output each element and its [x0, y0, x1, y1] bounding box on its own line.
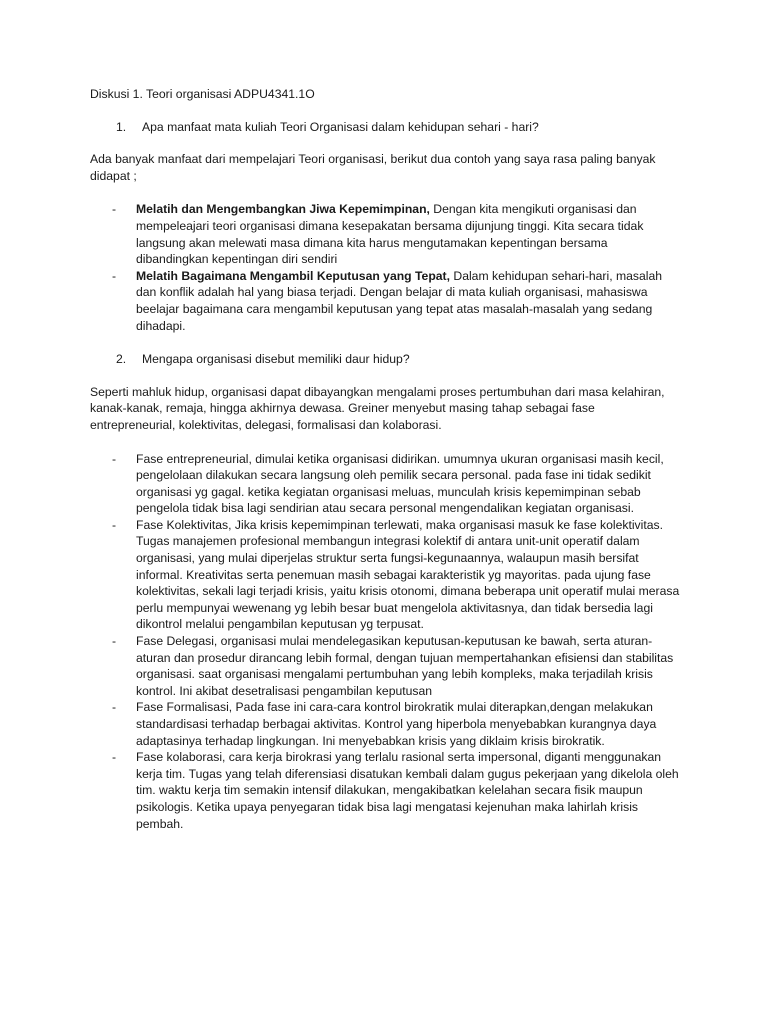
- item-heading: Fase Kolektivitas,: [136, 517, 232, 532]
- dash-bullet: -: [112, 700, 117, 715]
- document-title: Diskusi 1. Teori organisasi ADPU4341.1O: [90, 87, 315, 101]
- question-text: Mengapa organisasi disebut memiliki daur hidup?: [142, 352, 410, 367]
- phase-list: [90, 451, 680, 833]
- item-text: dimulai ketika organisasi didirikan. umumnya ukuran organisasi masih kecil, pengelolaan dilakukan secara langsung oleh pemilik secara personal. pada fase ini tidak sedikit organisasi yg gagal. ketika kegiatan organisasi meluas, munculah krisis kepemimpinan sebab pengelola tidak bisa lagi sendirian atau secara personal mengendalikan kegiatan organisasi.: [136, 451, 664, 516]
- list-item: [90, 749, 680, 832]
- dash-bullet: -: [112, 451, 117, 466]
- item-heading: Fase kolaborasi,: [136, 750, 226, 765]
- dash-bullet: -: [112, 202, 117, 217]
- list-item: [90, 699, 680, 749]
- item-text: organisasi mulai mendelegasikan keputusan-keputusan ke bawah, serta aturan-aturan dan prosedur dirancang lebih formal, dengan tujuan mempertahankan efisiensi dan stabilitas organisasi. saat organisasi mengalami pertumbuhan yang lebih kompleks, maka terjadilah krisis kontrol. Ini akibat desetralisasi pengambilan keputusan: [136, 634, 674, 698]
- item-heading: Fase Delegasi,: [136, 634, 218, 649]
- dash-bullet: -: [112, 750, 117, 765]
- answer-intro: Ada banyak manfaat dari mempelajari Teori organisasi, berikut dua contoh yang saya rasa paling banyak didapat ;: [90, 152, 656, 183]
- item-heading: Melatih dan Mengembangkan Jiwa Kepemimpinan,: [136, 202, 430, 217]
- item-heading: Fase entrepreneurial,: [136, 451, 252, 466]
- item-text: Jika krisis kepemimpinan terlewati, maka organisasi masuk ke fase kolektivitas. Tugas manajemen profesional membangun integrasi kolektif di antara unit-unit operatif dalam organisasi, yang mulai diperjelas struktur serta fungsi-kegunaannya, walaupun masih bersifat informal. Kreativitas serta penemuan masih sebagai karakteristik yg mayoritas. pada ujung fase kolektivitas, sekali lagi terjadi krisis, yaitu krisis otonomi, dimana beberapa unit operatif mulai merasa perlu mempunyai wewenang yg lebih besar buat mengelola aktivitasnya, dan tidak bersedia lagi dikontrol melalui pengambilan keputusan yg terpusat.: [136, 517, 680, 632]
- list-item: [90, 517, 680, 633]
- question-2: [90, 351, 680, 368]
- question-number: 2.: [116, 352, 127, 367]
- question-1: [90, 119, 680, 136]
- item-heading: Melatih Bagaimana Mengambil Keputusan yang Tepat,: [136, 268, 450, 283]
- list-item: [90, 268, 680, 334]
- answer-intro: Seperti mahluk hidup, organisasi dapat dibayangkan mengalami proses pertumbuhan dari masa kelahiran, kanak-kanak, remaja, hingga akhirnya dewasa. Greiner menyebut masing tahap sebagai fase entrepreneurial, kolektivitas, delegasi, formalisasi dan kolaborasi.: [90, 384, 665, 432]
- list-item: [90, 633, 680, 699]
- item-text: Dengan kita mengikuti organisasi dan mempeleajari teori organisasi dimana kesepakatan bersama dijunjung tinggi. Kita secara tidak langsung akan melewati masa dimana kita harus mengutamakan kepentingan bersama dibandingkan kepentingan diri sendiri: [136, 202, 644, 267]
- list-item: [90, 201, 680, 267]
- list-item: [90, 451, 680, 517]
- document-page: [90, 86, 680, 849]
- question-text: Apa manfaat mata kuliah Teori Organisasi dalam kehidupan sehari - hari?: [142, 119, 539, 134]
- item-heading: Fase Formalisasi,: [136, 700, 233, 715]
- question-number: 1.: [116, 119, 127, 134]
- dash-bullet: -: [112, 268, 117, 283]
- item-text: Dalam kehidupan sehari-hari, masalah dan konflik adalah hal yang biasa terjadi. Dengan belajar di mata kuliah organisasi, mahasiswa beelajar bagaimana cara mengambil keputusan yang tepat atas masalah-masalah yang sedang dihadapi.: [136, 268, 663, 333]
- benefit-list: [90, 201, 680, 334]
- dash-bullet: -: [112, 634, 117, 649]
- dash-bullet: -: [112, 517, 117, 532]
- item-text: Pada fase ini cara-cara kontrol birokratik mulai diterapkan,dengan melakukan standardisasi terhadap berbagai aktivitas. Kontrol yang hiperbola menyebabkan kurangnya daya adaptasinya terhadap lingkungan. Ini menyebabkan krisis yang diklaim krisis birokratik.: [136, 700, 657, 748]
- item-text: cara kerja birokrasi yang terlalu rasional serta impersonal, diganti menggunakan kerja tim. Tugas yang telah diferensiasi disatukan kembali dalam gugus pekerjaan yang dikelola oleh tim. waktu kerja tim semakin intensif dilakukan, mengakibatkan kelelahan secara fisik maupun psikologis. Ketika upaya penyegaran tidak bisa lagi mengatasi kejenuhan maka lahirlah krisis pembah.: [136, 750, 679, 831]
